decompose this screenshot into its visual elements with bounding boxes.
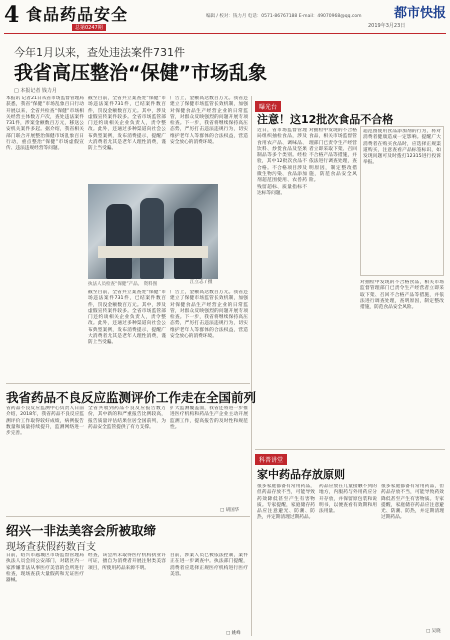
section-divider [6,516,250,517]
editor-info: 编辑 / 校对：钱力月 电话：0571-86767188 E-mail：49070968@qq.com [206,14,362,19]
column-divider [251,96,252,636]
lead-subheadline: 今年1月以来，查处违法案件731件 [14,46,185,59]
article2-column-3: 扩大监测覆盖面，我省还将进一步推进医疗机构和药品生产企业主动开展监测工作，提高报告的及时性和规范性。 [170,406,248,430]
sidebar1-column-3: 对抽检中发现的不合格食品，相关市场监督管理部门已责令生产经营者立即采取下架、召回不合格产品等措施，并依法进行调查处理，查明原因，制定整改措施，防范食品安全风险。 [360,280,444,311]
lead-column-3-cont: 广告上，金额高达数百万元。我省还建立了保健市场监管长效机制，加强对保健食品生产经营企业的日常监管，对群众反映强烈的问题开展专项检查。下一步，我省将继续保持高压态势，严厉打击违法违规行为，切实维护老年人等群体的合法权益，营造安全放心的消费环境。 [170,290,248,340]
article2-column-1: 省药品不良反应监测中心负责人日前介绍，2018年，我省药品不良反应监测评价工作取得较好成绩，病例报告数量和质量持续提升，监测网络进一步完善。 [6,406,84,437]
sidebar2-signature: □ 吴晓 [426,629,441,634]
sidebar1-box-text: 超范围使用食品添加剂的行为，将对消费者健康造成一定影响。提醒广大消费者在购买食品时，应选择正规渠道购买，注意查看产品标签标识，如发现问题可及时拨打12315进行投诉举报。 [363,129,441,166]
lead-column-2-cont: 截至目前，全省共立案查处“保健”市场违法案件731件，已结案件数百件，罚没金额数百万元。其中，涉及虚假宣传案件较多。全省市场监管部门还约谈相关企业负责人，责令整改。此外，还通过多种渠道向社会公布典型案例，发布消费提示，提醒广大消费者尤其是老年人理性消费，谨防上当受骗。 [88,290,166,346]
lead-photo [88,184,218,279]
lead-column-2: 截至目前，全省共立案查处“保健”市场违法案件731件，已结案件数百件，罚没金额数百万元。其中，涉及虚假宣传案件较多。全省市场监管部门还约谈相关企业负责人，责令整改。此外，还通过多种渠道向社会公布典型案例，发布消费提示，提醒广大消费者尤其是老年人理性消费，谨防上当受骗。 [88,96,166,152]
article3-title: 绍兴一非法美容会所被取缔 [6,523,157,538]
issue-tag: 总第0247期 [72,24,106,31]
sidebar1-column-2: 对抽检中发现的不合格食品，相关市场监督管理部门已责令生产经营者立即采取下架、召回不合格产品等措施，并依法进行调查处理，查明原因，制定整改措施，防范食品安全风险。 [309,128,357,184]
article3-subtitle: 现场查获假药数百支 [6,542,96,553]
sidebar-divider [255,449,445,450]
article3-column-1: 日前，绍兴市越城区市场监督管理局执法人员会同公安部门，对辖区内一家涉嫌非法从事医疗美容的会所进行检查，现场查获大量假药和无证医疗器械。 [6,553,84,584]
sidebar1-tag: 曝光台 [255,101,281,112]
article3-signature: □ 姚峰 [226,631,241,636]
article2-signature: □ 胡国华 [220,508,240,513]
masthead [0,0,450,33]
photo-caption: 执法人员检查“保健”产品。 资料图 [88,282,158,287]
photo-figure [106,204,132,279]
lead-column-3: 广告上，金额高达数百万元。我省还建立了保健市场监管长效机制，加强对保健食品生产经营企业的日常监管，对群众反映强烈的问题开展专项检查。下一步，我省将继续保持高压态势，严厉打击违法违规行为，切实维护老年人等群体的合法权益，营造安全放心的消费环境。 [170,96,248,146]
sidebar2-title: 家中药品存放原则 [257,468,345,481]
photo-counter [98,246,208,258]
sidebar2-column-2: 药品应放在儿童接触不到的地方，内服药与外用药应分开存放，并保留原包装和说明书，以便查看有效期和用法用量。 [319,484,377,515]
masthead-rule [4,33,446,34]
issue-date: 2019年3月23日 [368,23,406,29]
sidebar2-column-1: 很多家庭都备有常用药品，但药品存放不当，可能导致药效降低甚至产生有害物质。专家提醒，家庭储存药品应注意避光、防潮、防热，并定期清理过期药品。 [257,484,315,521]
newspaper-logo: 都市快报 [394,6,447,21]
sidebar2-tag: 科普讲堂 [255,454,287,465]
section-divider [6,383,250,384]
photo-figure [174,208,202,279]
lead-headline: 我省高压整治“保健”市场乱象 [14,62,267,84]
sidebar1-column-1: 近日，省市场监督管理局组织抽检食品，涉及食用农产品、调味品、饮料、炒货食品及坚果制品等多个类别。经检验，其中12批次食品不合格。不合格项目涉及微生物污染、食品添加剂超范围使用、农兽药残留超标、质量指标不达标等问题。 [257,128,307,196]
sidebar1-title: 注意！这12批次食品不合格 [257,113,394,126]
article3-column-2: 经查，该会所未取得医疗机构执业许可证，擅自为消费者开展注射类美容项目，所使用药品来源不明。 [88,553,166,571]
sidebar2-column-3: 很多家庭都备有常用药品，但药品存放不当，可能导致药效降低甚至产生有害物质。专家提醒，家庭储存药品应注意避光、防潮、防热，并定期清理过期药品。 [381,484,444,521]
sidebar1-box [360,126,444,276]
section-title: 食品药品安全 [26,5,129,24]
lead-byline: □ 本报记者 钱力月 [14,88,57,94]
photo-credit: 江立志 / 摄 [190,280,213,285]
photo-figure [140,198,164,279]
article2-title: 我省药品不良反应监测评价工作走在全国前列 [6,390,257,405]
article3-column-3: 目前，涉案人员已被依法控制，案件正在进一步调查中。执法部门提醒，消费者应选择正规医疗机构进行医疗美容。 [170,553,248,577]
article2-column-2: 全省共收到药品不良反应报告数万份，其中新的和严重报告比例较高，报告质量评估结果位居全国前列，为药品安全监管提供了有力支撑。 [88,406,166,430]
page-number: 4 [4,2,20,28]
lead-column-1: 本报讯 记者21日从省市场监督管理局获悉，我省“保健”市场乱象百日行动开展以来，全省共检查“保健”市场相关经营主体数万户次，查处违法案件731件，涉案金额数百万元，移送公安机关案件多起。据介绍，我省相关部门联合开展整治保健市场乱象百日行动，重点整治“保健”市场虚假宣传、违法违规经营等问题。 [6,96,84,152]
